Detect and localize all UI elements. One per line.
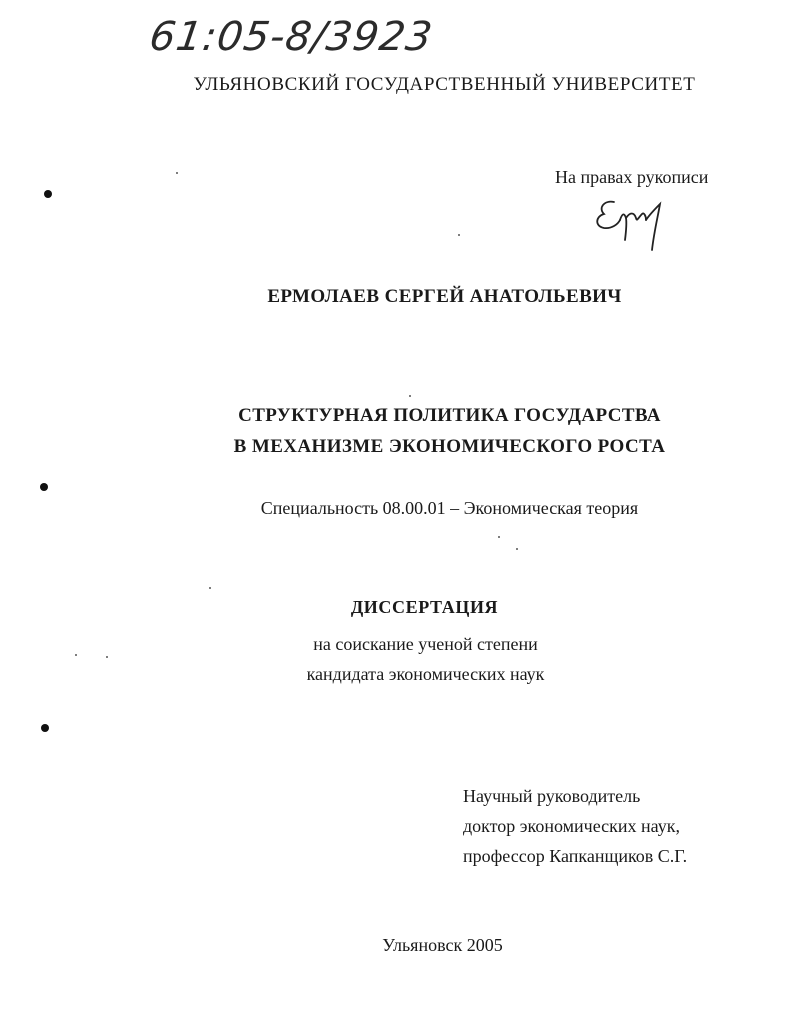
- degree-line-1: на соискание ученой степени: [313, 634, 538, 654]
- signature-drawing: [592, 192, 672, 254]
- manuscript-rights-label: На правах рукописи: [555, 167, 709, 187]
- dissertation-title-line-1: СТРУКТУРНАЯ ПОЛИТИКА ГОСУДАРСТВА: [238, 405, 661, 426]
- scan-speck: [75, 654, 77, 656]
- scan-speck: [516, 548, 518, 550]
- scan-speck: [106, 656, 108, 658]
- binding-hole-mark: [44, 190, 52, 198]
- author-name: ЕРМОЛАЕВ СЕРГЕЙ АНАТОЛЬЕВИЧ: [267, 286, 622, 307]
- scan-speck: [209, 587, 211, 589]
- advisor-degree: доктор экономических наук,: [463, 816, 680, 836]
- scan-speck: [409, 395, 411, 397]
- binding-hole-mark: [40, 483, 48, 491]
- scan-speck: [498, 536, 500, 538]
- city-and-year: Ульяновск 2005: [382, 935, 503, 955]
- university-name: УЛЬЯНОВСКИЙ ГОСУДАРСТВЕННЫЙ УНИВЕРСИТЕТ: [193, 74, 696, 95]
- advisor-name: профессор Капканщиков С.Г.: [463, 846, 688, 866]
- scan-speck: [176, 172, 178, 174]
- degree-line-2: кандидата экономических наук: [306, 664, 545, 684]
- handwritten-signature: [592, 192, 672, 259]
- archive-number-handwritten: 61:05-8/3923: [146, 14, 436, 60]
- advisor-label: Научный руководитель: [463, 786, 641, 806]
- binding-hole-mark: [41, 724, 49, 732]
- document-type-heading: ДИССЕРТАЦИЯ: [350, 597, 499, 617]
- specialty-line: Специальность 08.00.01 – Экономическая теория: [260, 498, 639, 518]
- scan-speck: [458, 234, 460, 236]
- dissertation-title-line-2: В МЕХАНИЗМЕ ЭКОНОМИЧЕСКОГО РОСТА: [233, 436, 666, 457]
